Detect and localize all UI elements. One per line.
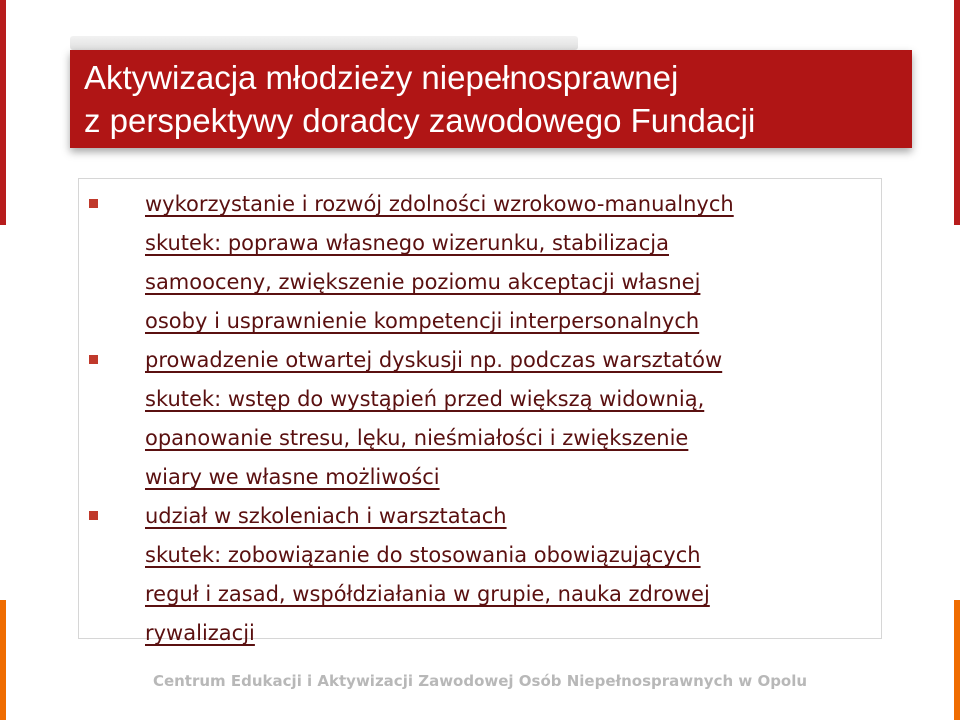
item-line: reguł i zasad, współdziałania w grupie, nauka zdrowej bbox=[145, 582, 710, 606]
bullet-list bbox=[145, 185, 875, 653]
square-bullet-icon bbox=[89, 199, 98, 208]
item-line: wykorzystanie i rozwój zdolności wzrokowo-manualnych bbox=[145, 192, 734, 216]
item-line: samooceny, zwiększenie poziomu akceptacji własnej bbox=[145, 270, 701, 294]
item-line: wiary we własne możliwości bbox=[145, 465, 440, 489]
left-accent-bar bbox=[0, 0, 6, 225]
bullet-item bbox=[145, 185, 875, 341]
item-line: opanowanie stresu, lęku, nieśmiałości i zwiększenie bbox=[145, 426, 689, 450]
content-box bbox=[78, 178, 882, 645]
bullet-item bbox=[145, 497, 875, 653]
square-bullet-icon bbox=[89, 355, 98, 364]
title-tab-shadow bbox=[70, 36, 578, 50]
square-bullet-icon bbox=[89, 511, 98, 520]
right-accent-bar bbox=[954, 0, 960, 225]
item-line: rywalizacji bbox=[145, 621, 255, 645]
item-line: skutek: poprawa własnego wizerunku, stabilizacja bbox=[145, 231, 669, 255]
right-accent-bar-bottom bbox=[954, 600, 960, 720]
item-line: skutek: wstęp do wystąpień przed większą widownią, bbox=[145, 387, 705, 411]
left-accent-bar-bottom bbox=[0, 600, 6, 720]
footer-text: Centrum Edukacji i Aktywizacji Zawodowej Osób Niepełnosprawnych w Opolu bbox=[152, 672, 808, 690]
bullet-item bbox=[145, 341, 875, 497]
item-line: udział w szkoleniach i warsztatach bbox=[145, 504, 507, 528]
item-line: prowadzenie otwartej dyskusji np. podczas warsztatów bbox=[145, 348, 723, 372]
title-line-1: Aktywizacja młodzieży niepełnosprawnej bbox=[84, 59, 679, 96]
title-banner bbox=[70, 50, 912, 148]
item-line: osoby i usprawnienie kompetencji interpersonalnych bbox=[145, 309, 700, 333]
item-line: skutek: zobowiązanie do stosowania obowiązujących bbox=[145, 543, 701, 567]
title-line-2: z perspektywy doradcy zawodowego Fundacji bbox=[84, 102, 756, 139]
